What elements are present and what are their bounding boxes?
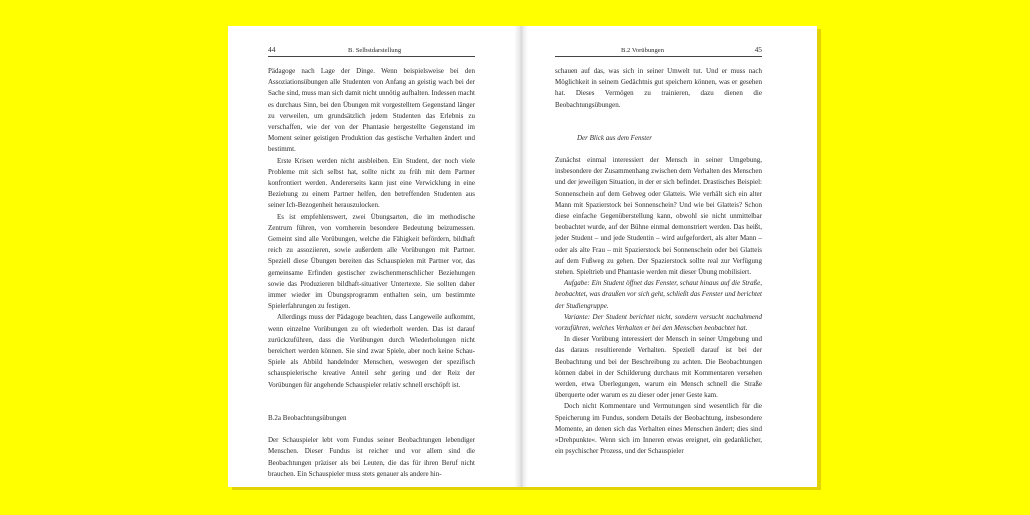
open-book bbox=[228, 26, 817, 487]
section-title-right: B.2 Vorübungen bbox=[621, 47, 664, 54]
page-number-right: 45 bbox=[754, 45, 762, 54]
paragraph: Es ist empfehlenswert, zwei Übungsarten, die im methodische Zentrum führen, von vornherein besondere Bedeutung beizumessen. Gemeint sind alle Vorübungen, welche die Fähigkeit befördern, bildhaft reich zu assoziieren, sowie außerdem alle Vorübungen mit Partner. Speziell diese Übungen bereiten das Schauspielen mit Partner vor, das gemeinsame Erfinden gestischer zwischenmenschlicher Beziehungen sowie das Produzieren bildhaft-situativer Untertexte. Sie sollten daher immer wieder im Übungsprogramm enthalten sein, um bestimmte Spielerfahrungen zu festigen. bbox=[268, 212, 475, 311]
left-page-body bbox=[268, 66, 475, 480]
paragraph: Der Schauspieler lebt vom Fundus seiner Beobachtungen lebendiger Menschen. Dieser Fundus ist reicher und vor allem sind die Beobachtungen präziser als bei Leuten, die das für ihren Beruf nicht brauchen. Ein Schauspieler muss stets genauer als andere hin- bbox=[268, 436, 475, 478]
running-header-right bbox=[555, 45, 762, 57]
variant-paragraph: Variante: Der Student berichtet nicht, sondern versucht nachahmend vorzuführen, welches Verhalten er bei den Menschen beobachtet hat. bbox=[555, 312, 762, 333]
paragraph: schauen auf das, was sich in seiner Umwelt tut. Und er muss nach Möglichkeit in seinem Gedächtnis gut speichern können, was er gesehen hat. Dieses Vermögen zu trainieren, dazu dienen die Beobachtungsübungen. bbox=[555, 67, 762, 109]
running-header-left bbox=[268, 45, 475, 57]
left-page bbox=[268, 26, 475, 487]
paragraph: In dieser Vorübung interessiert der Mensch in seiner Umgebung und das daraus resultierende Verhalten. Speziell darauf ist bei der Beobachtung und bei der Beschreibung zu achten. Die Beobachtungen können dabei in der Schilderung durchaus mit Kommentaren versehen werden, etwa Überlegungen, warum ein Mensch schnell die Straße überquerte oder warum es zu dieser oder jener Geste kam. bbox=[555, 335, 762, 400]
paragraph: Allerdings muss der Pädagoge beachten, dass Langeweile aufkommt, wenn einzelne Vorübungen zu oft wiederholt werden. Das ist darauf zurückzuführen, dass die Vorübungen durch Wiederholungen nicht bereichert werden können. Sie sind zwar Spiele, aber noch keine Schau-Spiele als Abbild handelnder Menschen, weswegen der spezifisch schauspielerische kreative Anteil sehr gering und der Reiz der Vorübungen für angehende Schauspieler relativ schnell erschöpft ist. bbox=[268, 313, 475, 389]
right-page-body bbox=[555, 66, 762, 458]
subsection-heading: Der Blick aus dem Fenster bbox=[577, 133, 653, 142]
page-number-left: 44 bbox=[268, 45, 276, 54]
book-spine bbox=[514, 26, 528, 487]
section-title-left: B. Selbstdarstellung bbox=[348, 47, 402, 54]
paragraph: Doch nicht Kommentare und Vermutungen sind wesentlich für die Speicherung im Fundus, sondern Details der Beobachtung, insbesondere Momente, an denen sich das Verhalten eines Menschen ändert; dies sind »Drehpunkte«. Wenn sich im Inneren etwas ereignet, ein gedanklicher, ein psychischer Prozess, und der Schauspieler bbox=[555, 402, 762, 456]
paragraph: Erste Krisen werden nicht ausbleiben. Ein Student, der noch viele Probleme mit sich selbst hat, sollte nicht zu früh mit dem Partner konfrontiert werden. Andererseits kann just eine Verwicklung in eine Beziehung zu einem Partner helfen, den betreffenden Studenten aus seiner Ich-Bezogenheit herauszulocken. bbox=[268, 156, 475, 210]
paragraph: Zunächst einmal interessiert der Mensch in seiner Umgebung, insbesondere der Zusammenhang zwischen dem Verhalten des Menschen und der jeweiligen Situation, in der er sich befindet. Drastisches Beispiel: Sonnenschein auf dem Gehweg oder Glatteis. Wie verhält sich ein alter Mann mit Spazierstock bei Sonnenschein? Und wie bei Glatteis? Schon diese einfache Gegenüberstellung kann, obwohl sie nicht unmittelbar beobachtet wurde, auf der Bühne einmal demonstriert werden. Das heißt, jeder Student – und jede Studentin – wird aufgefordert, als alter Mann – oder als alte Frau – mit Spazierstock bei Sonnenschein oder bei Glatteis auf dem Fußweg zu gehen. Der Spazierstock sollte real zur Verfügung stehen. Spieltrieb und Phantasie werden mit dieser Übung mobilisiert. bbox=[555, 156, 762, 277]
task-paragraph: Aufgabe: Ein Student öffnet das Fenster, schaut hinaus auf die Straße, beobachtet, was draußen vor sich geht, schließt das Fenster und berichtet der Studiengruppe. bbox=[555, 279, 762, 310]
paragraph: Pädagoge nach Lage der Dinge. Wenn beispielsweise bei den Assoziationsübungen alle Studenten von Anfang an geistig wach bei der Sache sind, muss man sich damit nicht unnötig aufhalten. Indessen macht es durchaus Sinn, bei den Übungen mit vorgestelltem Gegenstand länger zu verweilen, um grundsätzlich jedem Studenten das Erlebnis zu verschaffen, wie der von der Phantasie hergestellte Gegenstand im Moment seiner geistigen Produktion das gestische Verhalten ändert und bestimmt. bbox=[268, 67, 475, 154]
right-page bbox=[555, 26, 762, 487]
section-heading: B.2a Beobachtungsübungen bbox=[268, 413, 347, 422]
